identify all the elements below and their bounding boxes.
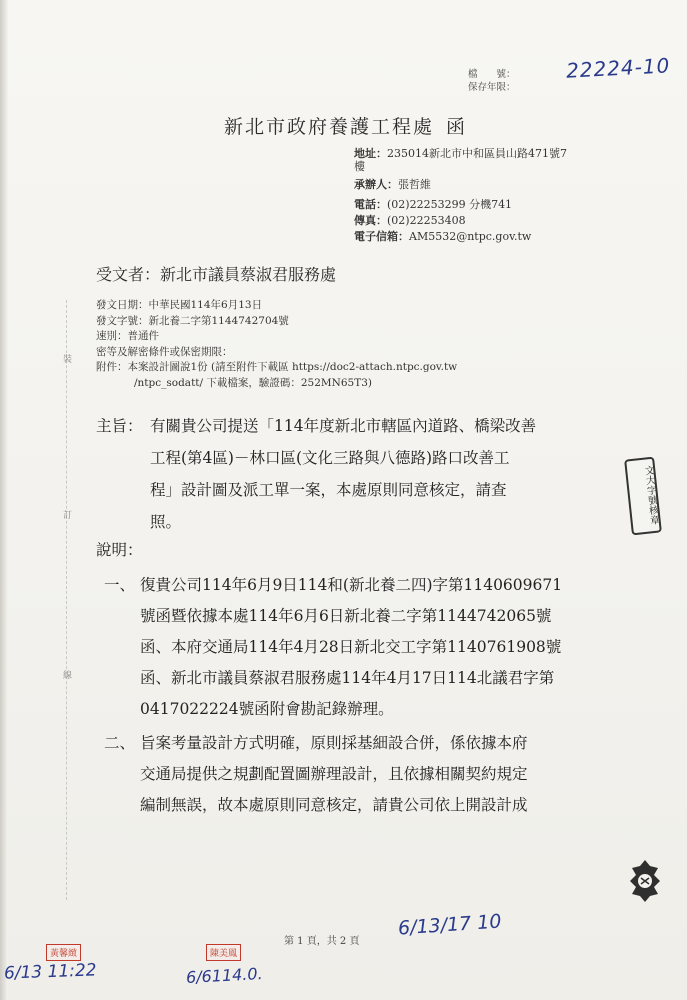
retention-label: 保存年限： [468,82,516,93]
explanation-item-2 [104,728,528,821]
email-value: AM5532@ntpc.gov.tw [409,229,532,243]
subject-line: 照。 [150,513,182,531]
issue-number: 發文字號：新北養二字第1144742704號 [96,314,289,327]
contact-row: 承辦人：張哲維 [354,178,431,191]
attachment-cont: /ntpc_sodatt/ 下載檔案，驗證碼：252MN65T3) [134,376,372,389]
handwritten-note-center: 6/13/17 10 [397,910,503,940]
handwritten-note-bottom-mid: 6/6114.0. [185,964,264,987]
approval-stamp: 文大字號核章 [624,457,662,536]
address-value: 235014新北市中和區員山路471號7 [387,147,567,160]
item-number: 一、 [104,576,136,594]
email-row: 電子信箱：AM5532@ntpc.gov.tw [354,229,532,243]
contact-value: 張哲維 [398,178,431,191]
binding-mark: 線 [63,671,73,681]
phone-row: 電話：(02)22253299 分機741 [354,197,513,211]
binding-line [66,300,67,900]
page-number: 第 1 頁，共 2 頁 [284,936,360,947]
phone-value: (02)22253299 分機741 [387,197,513,211]
item-line: 函、新北市議員蔡淑君服務處114年4月17日114北議君字第 [140,669,555,687]
explanation-label: 說明： [96,541,143,559]
sender-info [354,147,567,245]
subject-line: 程」設計圖及派工單一案，本處原則同意核定，請查 [150,481,507,499]
agency-name: 新北市政府養護工程處 [224,116,435,138]
attachment: 附件：本案設計圖說1份 (請至附件下載區 https://doc2-attach.ntpc.gov.tw [96,361,458,373]
signature-stamp-a: 黃馨緻 [46,944,81,961]
item-line: 號函暨依據本處114年6月6日新北養二字第1144742065號 [140,607,552,625]
fax-value: (02)22253408 [387,213,466,227]
binding-mark: 訂 [63,511,73,521]
doc-meta [96,298,457,391]
explanation-item-1 [104,570,562,725]
subject [96,410,536,538]
page-edge-shadow [0,0,8,1000]
signature-stamp-b: 陳美鳳 [206,944,241,961]
doc-type: 函 [446,116,468,138]
subject-line: 工程(第4區)－林口區(文化三路與八德路)路口改善工 [150,449,510,467]
recipient [96,262,336,285]
item-line: 復貴公司114年6月9日114和(新北養二四)字第1140609671 [140,576,563,594]
item-number: 二、 [104,734,136,752]
item-line: 旨案考量設計方式明確，原則採基細設合併，係依據本府 [140,734,528,752]
issue-date: 發文日期：中華民國114年6月13日 [96,299,263,311]
address-row: 地址：235014新北市中和區員山路471號7 [354,147,567,160]
fax-row: 傳真：(02)22253408 [354,213,466,227]
subject-line: 有關貴公司提送「114年度新北市轄區內道路、橋梁改善 [150,417,537,435]
doc-number-label: 檔 號： [468,69,516,80]
item-line: 編制無誤，故本處原則同意核定，請貴公司依上開設計成 [140,796,528,814]
address-cont: 樓 [354,160,365,173]
handwritten-note-bottom-left: 6/13 11:22 [3,960,97,984]
archive-info [468,68,516,94]
subject-label: 主旨： [96,417,143,435]
secrecy: 密等及解密條件或保密期限： [96,345,233,358]
page-title [224,112,467,139]
seal-icon [628,858,662,904]
item-line: 交通局提供之規劃配置圖辦理設計，且依據相關契約規定 [140,765,528,783]
handwritten-note-top: 22224-10 [565,53,671,83]
item-line: 函、本府交通局114年4月28日新北交工字第1140761908號 [140,638,562,656]
binding-mark: 裝 [63,355,73,365]
speed: 速別：普通件 [96,330,159,342]
item-line: 0417022224號函附會勘記錄辦理。 [140,700,394,718]
seal-mark [628,858,662,904]
recipient-label: 受文者： [96,265,161,284]
recipient-name: 新北市議員蔡淑君服務處 [160,265,337,284]
